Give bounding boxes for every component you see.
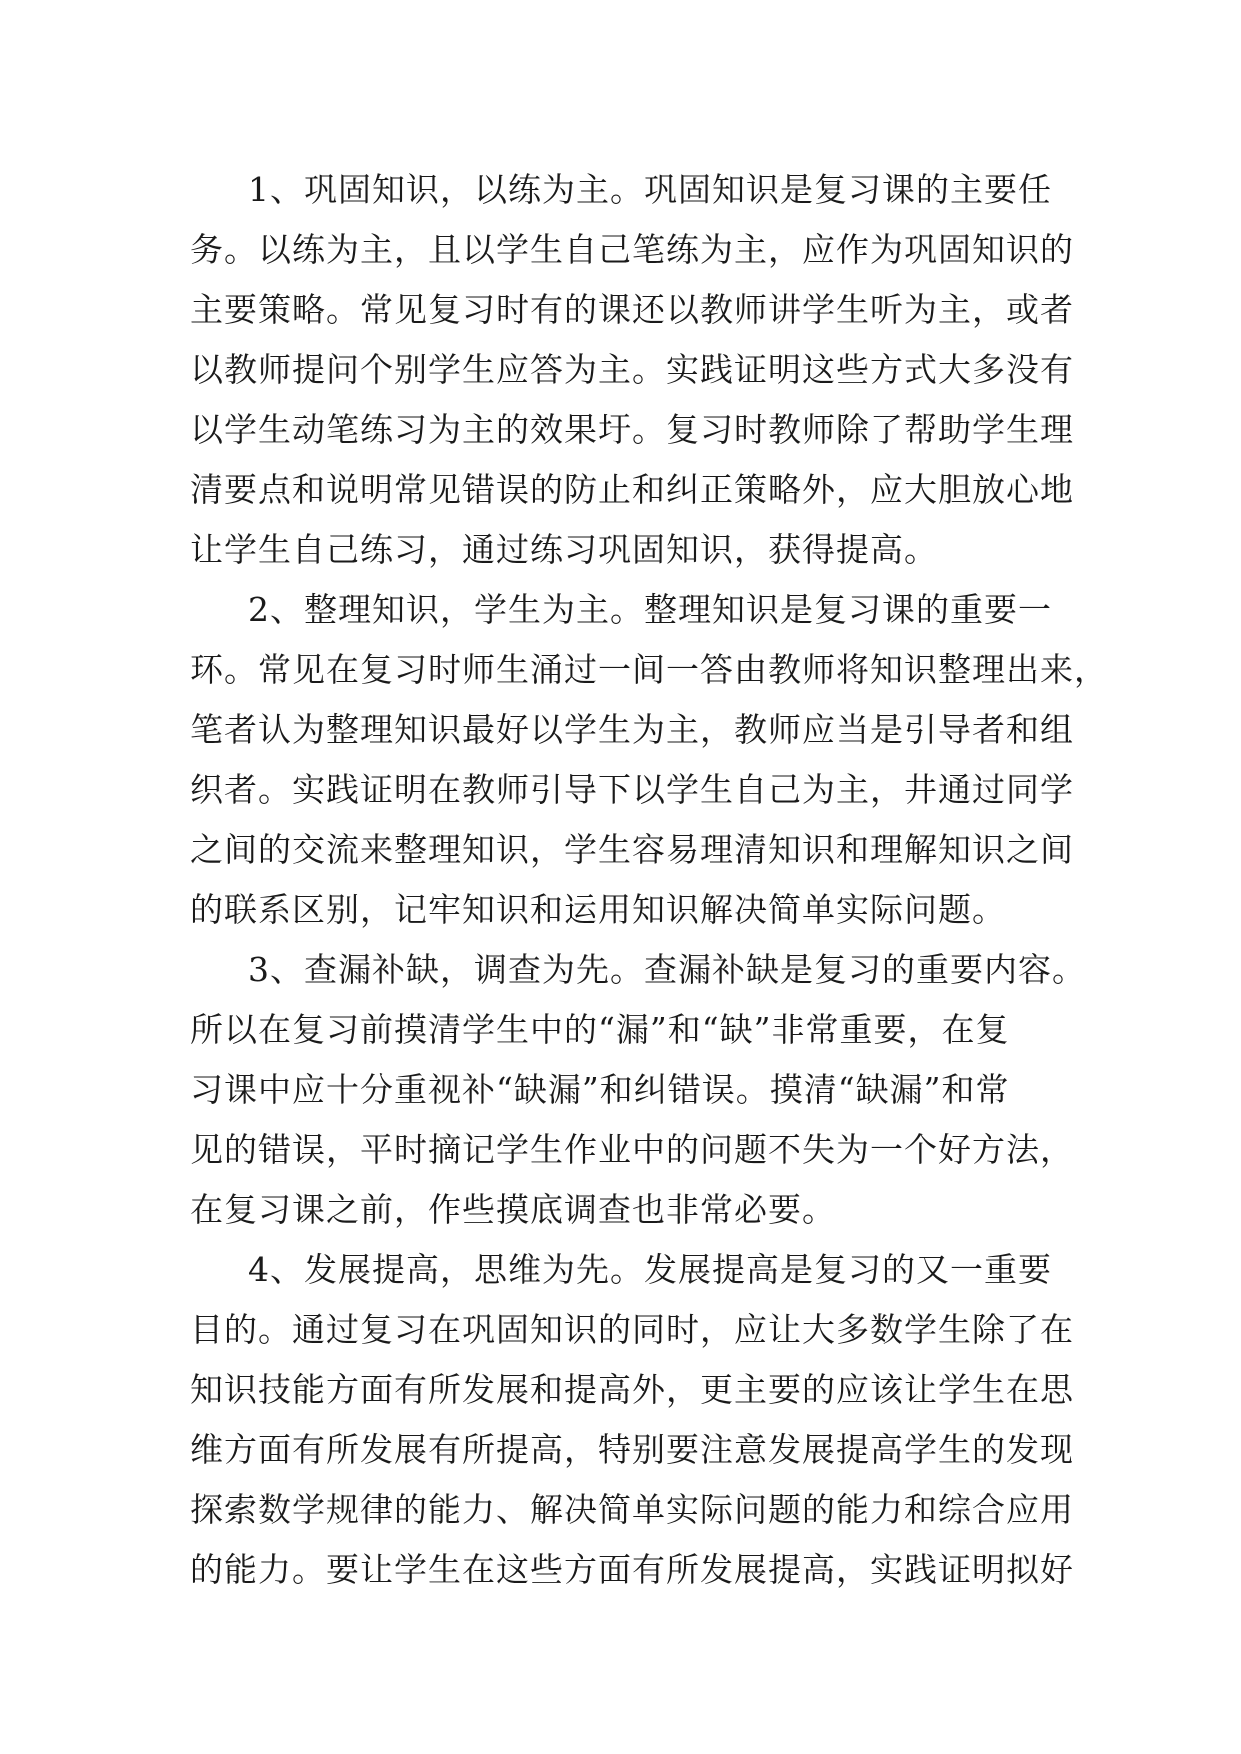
paragraph-1-line-5: 以学生动笔练习为主的效果圩。复习时教师除了帮助学生理 bbox=[190, 410, 1074, 449]
paragraph-4-line-2: 目的。通过复习在巩固知识的同时，应让大多数学生除了在 bbox=[190, 1310, 1074, 1349]
paragraph-4-line-3: 知识技能方面有所发展和提高外，更主要的应该让学生在思 bbox=[190, 1370, 1074, 1409]
paragraph-1-line-4: 以教师提问个别学生应答为主。实践证明这些方式大多没有 bbox=[190, 350, 1074, 389]
paragraph-4-line-1: 4、发展提高，思维为先。发展提高是复习的又一重要 bbox=[248, 1250, 1052, 1289]
paragraph-1-line-7: 让学生自己练习，通过练习巩固知识，获得提高。 bbox=[190, 530, 938, 569]
paragraph-2-line-2: 环。常见在复习时师生涌过一间一答由教师将知识整理出来， bbox=[190, 650, 1108, 689]
paragraph-1-line-3: 主要策略。常见复习时有的课还以教师讲学生听为主，或者 bbox=[190, 290, 1074, 329]
paragraph-1-line-2: 务。以练为主，且以学生自己笔练为主，应作为巩固知识的 bbox=[190, 230, 1074, 269]
paragraph-4-line-5: 探索数学规律的能力、解决简单实际问题的能力和综合应用 bbox=[190, 1490, 1074, 1529]
paragraph-4-line-6: 的能力。要让学生在这些方面有所发展提高，实践证明拟好 bbox=[190, 1550, 1074, 1589]
paragraph-1-line-6: 清要点和说明常见错误的防止和纠正策略外，应大胆放心地 bbox=[190, 470, 1074, 509]
body-text bbox=[190, 160, 1108, 1600]
paragraph-2-line-1: 2、整理知识，学生为主。整理知识是复习课的重要一 bbox=[248, 590, 1052, 629]
paragraph-3-line-2: 所以在复习前摸清学生中的“漏”和“缺”非常重要，在复 bbox=[190, 1010, 1010, 1049]
paragraph-3-line-4: 见的错误，平时摘记学生作业中的问题不失为一个好方法， bbox=[190, 1130, 1074, 1169]
paragraph-3-line-3: 习课中应十分重视补“缺漏”和纠错误。摸清“缺漏”和常 bbox=[190, 1070, 1010, 1109]
paragraph-4-line-4: 维方面有所发展有所提高，特别要注意发展提高学生的发现 bbox=[190, 1430, 1074, 1469]
paragraph-2-line-4: 织者。实践证明在教师引导下以学生自己为主，井通过同学 bbox=[190, 770, 1074, 809]
paragraph-2-line-5: 之间的交流来整理知识，学生容易理清知识和理解知识之间 bbox=[190, 830, 1074, 869]
paragraph-2-line-6: 的联系区别，记牢知识和运用知识解决简单实际问题。 bbox=[190, 890, 1006, 929]
paragraph-3-line-1: 3、查漏补缺，调查为先。查漏补缺是复习的重要内容。 bbox=[248, 950, 1086, 989]
paragraph-1-line-1: 1、巩固知识，以练为主。巩固知识是复习课的主要任 bbox=[248, 170, 1052, 209]
paragraph-3-line-5: 在复习课之前，作些摸底调查也非常必要。 bbox=[190, 1190, 836, 1229]
paragraph-2-line-3: 笔者认为整理知识最好以学生为主，教师应当是引导者和组 bbox=[190, 710, 1074, 749]
